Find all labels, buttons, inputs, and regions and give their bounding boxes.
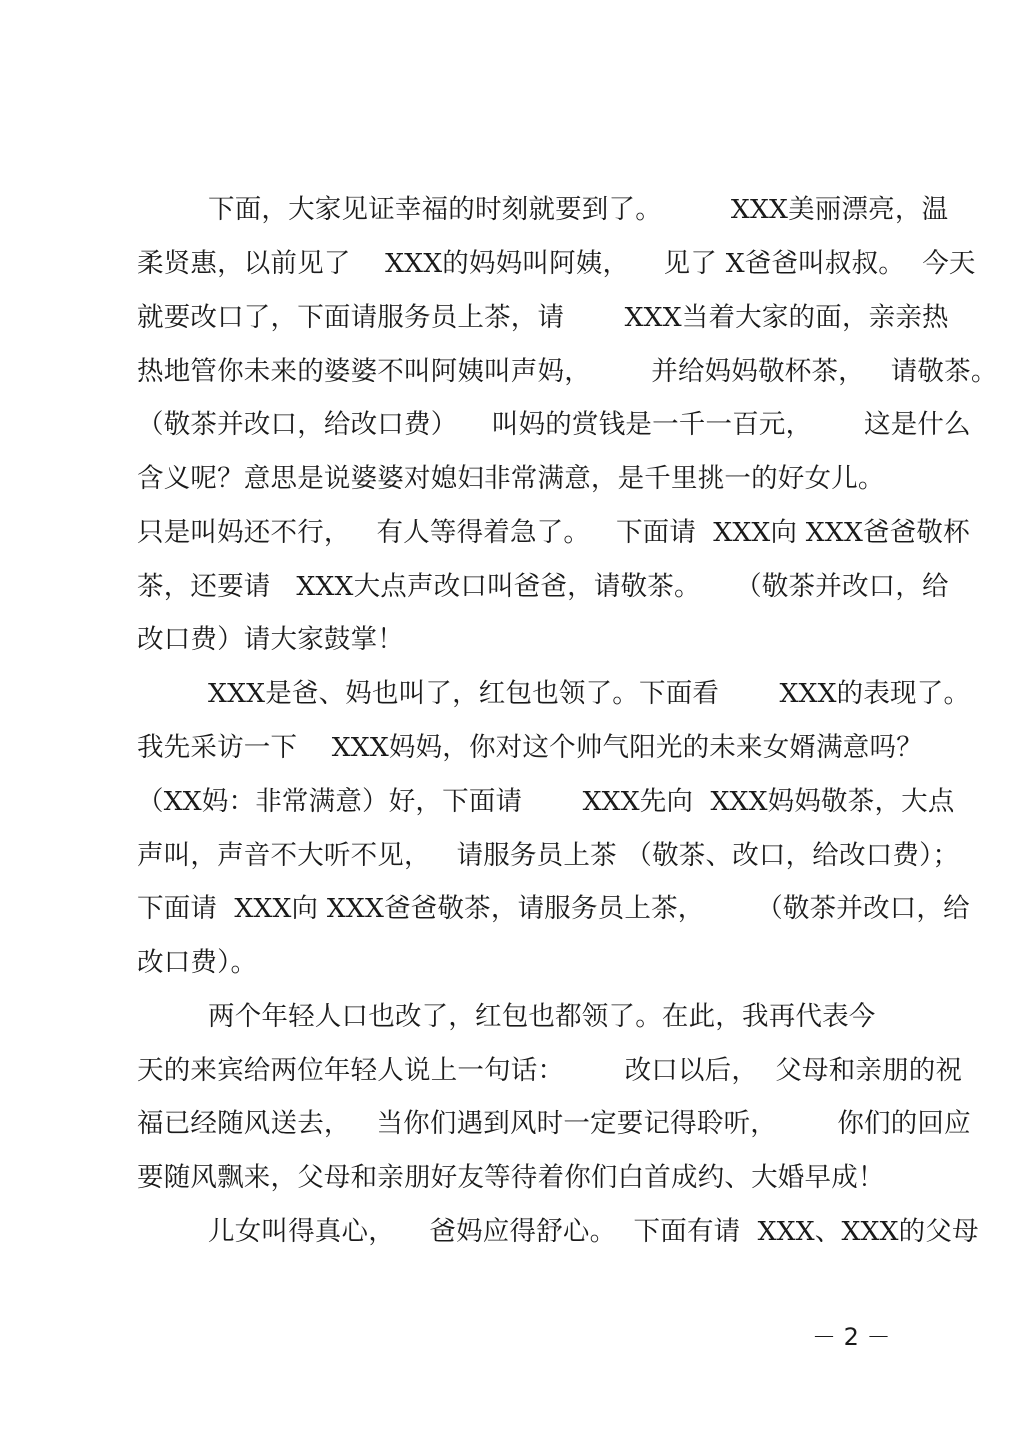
paragraph-line: 我先采访一下 XXX妈妈，你对这个帅气阳光的未来女婿满意吗？ [137,732,923,763]
paragraph-line: 福已经随风送去， 当你们遇到风时一定要记得聆听， 你们的回应 [137,1108,971,1139]
paragraph-line: 改口费）。 [137,947,258,978]
paragraph-line: XXX是爸、妈也叫了，红包也领了。下面看 XXX的表现了。 [208,678,971,709]
paragraph-line: （敬茶并改口，给改口费） 叫妈的赏钱是一千一百元， 这是什么 [137,409,971,440]
paragraph-line: 改口费）请大家鼓掌！ [137,624,404,655]
paragraph-line: 茶，还要请 XXX大点声改口叫爸爸，请敬茶。 （敬茶并改口，给 [137,571,949,602]
paragraph-line: 含义呢？意思是说婆婆对媳妇非常满意，是千里挑一的好女儿。 [137,463,885,494]
paragraph-line: （XX妈：非常满意）好，下面请 XXX先向 XXX妈妈敬茶，大点 [137,786,955,817]
paragraph-line: 儿女叫得真心， 爸妈应得舒心。 下面有请 XXX、XXX的父母 [208,1216,979,1247]
paragraph-line: 热地管你未来的婆婆不叫阿姨叫声妈， 并给妈妈敬杯茶， 请敬茶。 [137,356,998,387]
paragraph-line: 就要改口了，下面请服务员上茶，请 XXX当着大家的面，亲亲热 [137,302,949,333]
paragraph-line: 柔贤惠，以前见了 XXX的妈妈叫阿姨， 见了 X爸爸叫叔叔。 今天 [137,248,976,279]
paragraph-line: 声叫，声音不大听不见， 请服务员上茶 （敬茶、改口，给改口费）； [137,840,960,871]
paragraph-line: 只是叫妈还不行， 有人等得着急了。 下面请 XXX向 XXX爸爸敬杯 [137,517,970,548]
paragraph-line: 天的来宾给两位年轻人说上一句话： 改口以后， 父母和亲朋的祝 [137,1055,963,1086]
paragraph-line: 下面请 XXX向 XXX爸爸敬茶，请服务员上茶， （敬茶并改口，给 [137,893,970,924]
paragraph-line: 两个年轻人口也改了，红包也都领了。在此，我再代表今 [208,1001,876,1032]
page-number: － 2 － [812,1323,891,1351]
paragraph-line: 下面，大家见证幸福的时刻就要到了。 XXX美丽漂亮，温 [208,194,949,225]
paragraph-line: 要随风飘来，父母和亲朋好友等待着你们白首成约、大婚早成！ [137,1162,885,1193]
